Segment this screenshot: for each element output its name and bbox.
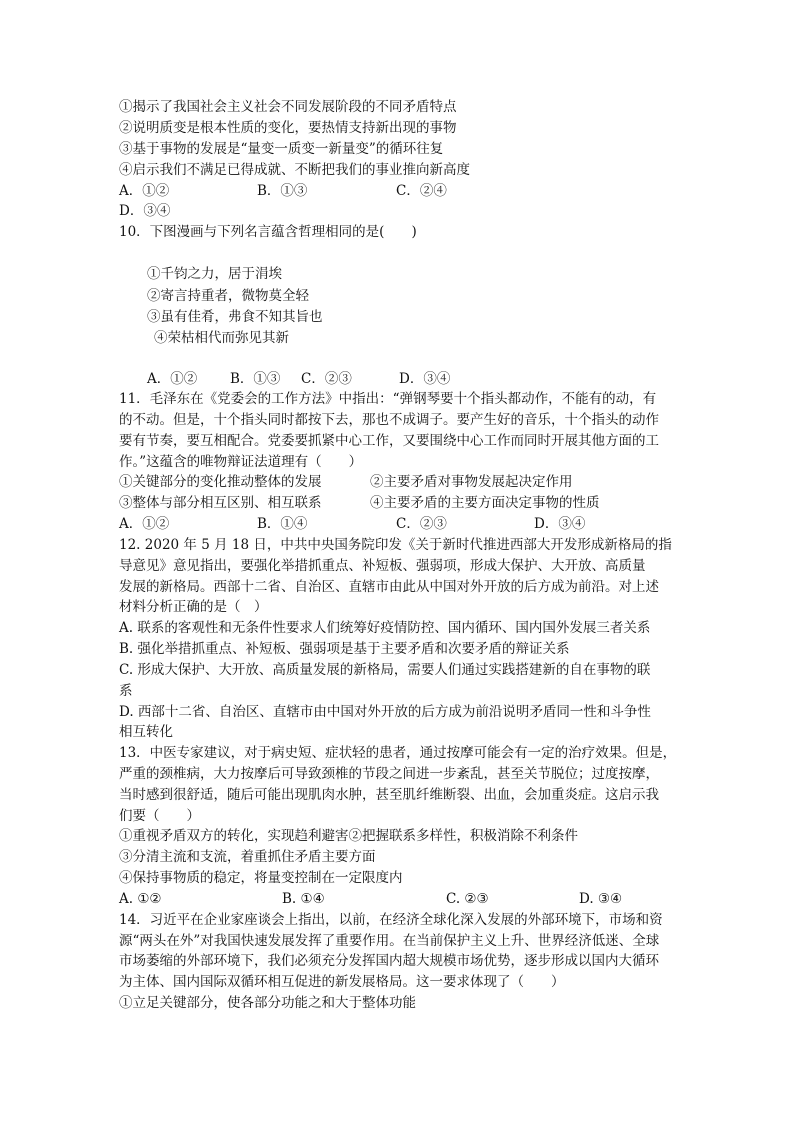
- q12-option-a: A. 联系的客观性和无条件性要求人们统筹好疫情防控、国内循环、国内国外发展三者关系: [119, 620, 651, 636]
- q11-choice-1: ①关键部分的变化推动整体的发展: [119, 474, 322, 490]
- q12-option-c: C. 形成大保护、大开放、高质量发展的新格局，需要人们通过实践搭建新的自在事物的联: [119, 662, 651, 678]
- q11-choice-2: ②主要矛盾对事物发展起决定作用: [370, 474, 573, 490]
- q14-line-2: 源“两头在外”对我国快速发展发挥了重要作用。在当前保护主义上升、世界经济低迷、全球: [119, 933, 660, 949]
- q13-option-c: C. ②③: [446, 891, 489, 907]
- q13-choices-1-2: ①重视矛盾双方的转化，实现趋利避害②把握联系多样性，积极消除不利条件: [119, 828, 578, 844]
- q9-choice-4: ④启示我们不满足已得成就、不断把我们的事业推向新高度: [119, 162, 470, 178]
- q11-option-b: B．①④: [257, 516, 308, 532]
- q10-saying-3: ③虽有佳肴，弗食不知其旨也: [147, 309, 323, 325]
- q11-line-3: 要有节奏，要互相配合。党委要抓紧中心工作，又要围绕中心工作而同时开展其他方面的工: [119, 433, 659, 449]
- q10-saying-1: ①千钧之力，居于涓埃: [147, 266, 282, 282]
- q11-option-c: C．②③: [396, 516, 447, 532]
- q12-line-3: 发展的新格局。西部十二省、自治区、直辖市由此从中国对外开放的后方成为前沿。对上述: [119, 579, 659, 595]
- q11-option-d: D．③④: [534, 516, 586, 532]
- q13-line-2: 严重的颈椎病，大力按摩后可导致颈椎的节段之间进一步紊乱，甚至关节脱位；过度按摩，: [119, 766, 659, 782]
- q13-option-a: A. ①②: [119, 891, 162, 907]
- q9-option-a: A．①②: [119, 183, 170, 199]
- q14-line-3: 市场萎缩的外部环境下，我们必须充分发挥国内超大规模市场优势，逐步形成以国内大循环: [119, 953, 659, 969]
- q13-line-1: 13．中医专家建议，对于病史短、症状轻的患者，通过按摩可能会有一定的治疗效果。但是，: [119, 745, 677, 761]
- q11-choice-4: ④主要矛盾的主要方面决定事物的性质: [370, 495, 600, 511]
- q11-line-2: 的不动。但是，十个指头同时都按下去，那也不成调子。要产生好的音乐，十个指头的动作: [119, 412, 659, 428]
- q9-choice-2: ②说明质变是根本性质的变化，要热情支持新出现的事物: [119, 120, 457, 136]
- q11-choice-3: ③整体与部分相互区别、相互联系: [119, 495, 322, 511]
- q9-choice-1: ①揭示了我国社会主义社会不同发展阶段的不同矛盾特点: [119, 99, 457, 115]
- q9-choice-3: ③基于事物的发展是“量变一质变一新量变”的循环往复: [119, 141, 444, 157]
- q14-line-1: 14．习近平在企业家座谈会上指出，以前，在经济全球化深入发展的外部环境下，市场和资: [119, 912, 663, 928]
- q14-choice-1: ①立足关键部分，使各部分功能之和大于整体功能: [119, 995, 416, 1011]
- q10-option-c: C．②③: [301, 371, 352, 387]
- q12-option-d-cont: 相互转化: [119, 724, 173, 740]
- q12-option-d: D. 西部十二省、自治区、直辖市由中国对外开放的后方成为前沿说明矛盾同一性和斗争性: [119, 704, 651, 720]
- q12-option-b: B. 强化举措抓重点、补短板、强弱项是基于主要矛盾和次要矛盾的辩证关系: [119, 641, 570, 657]
- q9-option-d: D．③④: [119, 203, 171, 219]
- q13-option-d: D. ③④: [579, 891, 623, 907]
- q13-line-3: 当时感到很舒适，随后可能出现肌肉水肿，甚至肌纤维断裂、出血，会加重炎症。这启示我: [119, 787, 659, 803]
- q10-saying-2: ②寄言持重者，微物莫全轻: [147, 288, 309, 304]
- q12-line-1: 12. 2020 年 5 月 18 日，中共中央国务院印发《关于新时代推进西部大开发形成新格局的指: [119, 537, 672, 553]
- q12-line-2: 导意见》意见指出，要强化举措抓重点、补短板、强弱项，形成大保护、大开放、高质量: [119, 558, 646, 574]
- q11-line-4: 作。”这蕴含的唯物辩证法道理有（ ）: [119, 454, 363, 470]
- q10-stem: 10．下图漫画与下列名言蕴含哲理相同的是( ): [119, 224, 417, 240]
- q10-saying-4: ④荣枯相代而弥见其新: [154, 330, 289, 346]
- q13-option-b: B. ①④: [282, 891, 325, 907]
- q11-option-a: A．①②: [119, 516, 170, 532]
- q12-option-c-cont: 系: [119, 683, 133, 699]
- q11-line-1: 11．毛泽东在《党委会的工作方法》中指出：“弹钢琴要十个指头都动作，不能有的动，有: [119, 391, 657, 407]
- q13-choice-3: ③分清主流和支流，着重抓住矛盾主要方面: [119, 849, 376, 865]
- q9-option-c: C．②④: [396, 183, 447, 199]
- q10-option-b: B．①③: [230, 371, 281, 387]
- q12-line-4: 材料分析正确的是（ ）: [119, 599, 268, 615]
- q14-line-4: 为主体、国内国际双循环相互促进的新发展格局。这一要求体现了（ ）: [119, 974, 565, 990]
- q9-option-b: B．①③: [257, 183, 308, 199]
- q13-choice-4: ④保持事物质的稳定，将量变控制在一定限度内: [119, 870, 403, 886]
- q10-option-d: D．③④: [399, 371, 451, 387]
- q13-line-4: 们要（ ）: [119, 808, 200, 824]
- q10-option-a: A．①②: [147, 371, 198, 387]
